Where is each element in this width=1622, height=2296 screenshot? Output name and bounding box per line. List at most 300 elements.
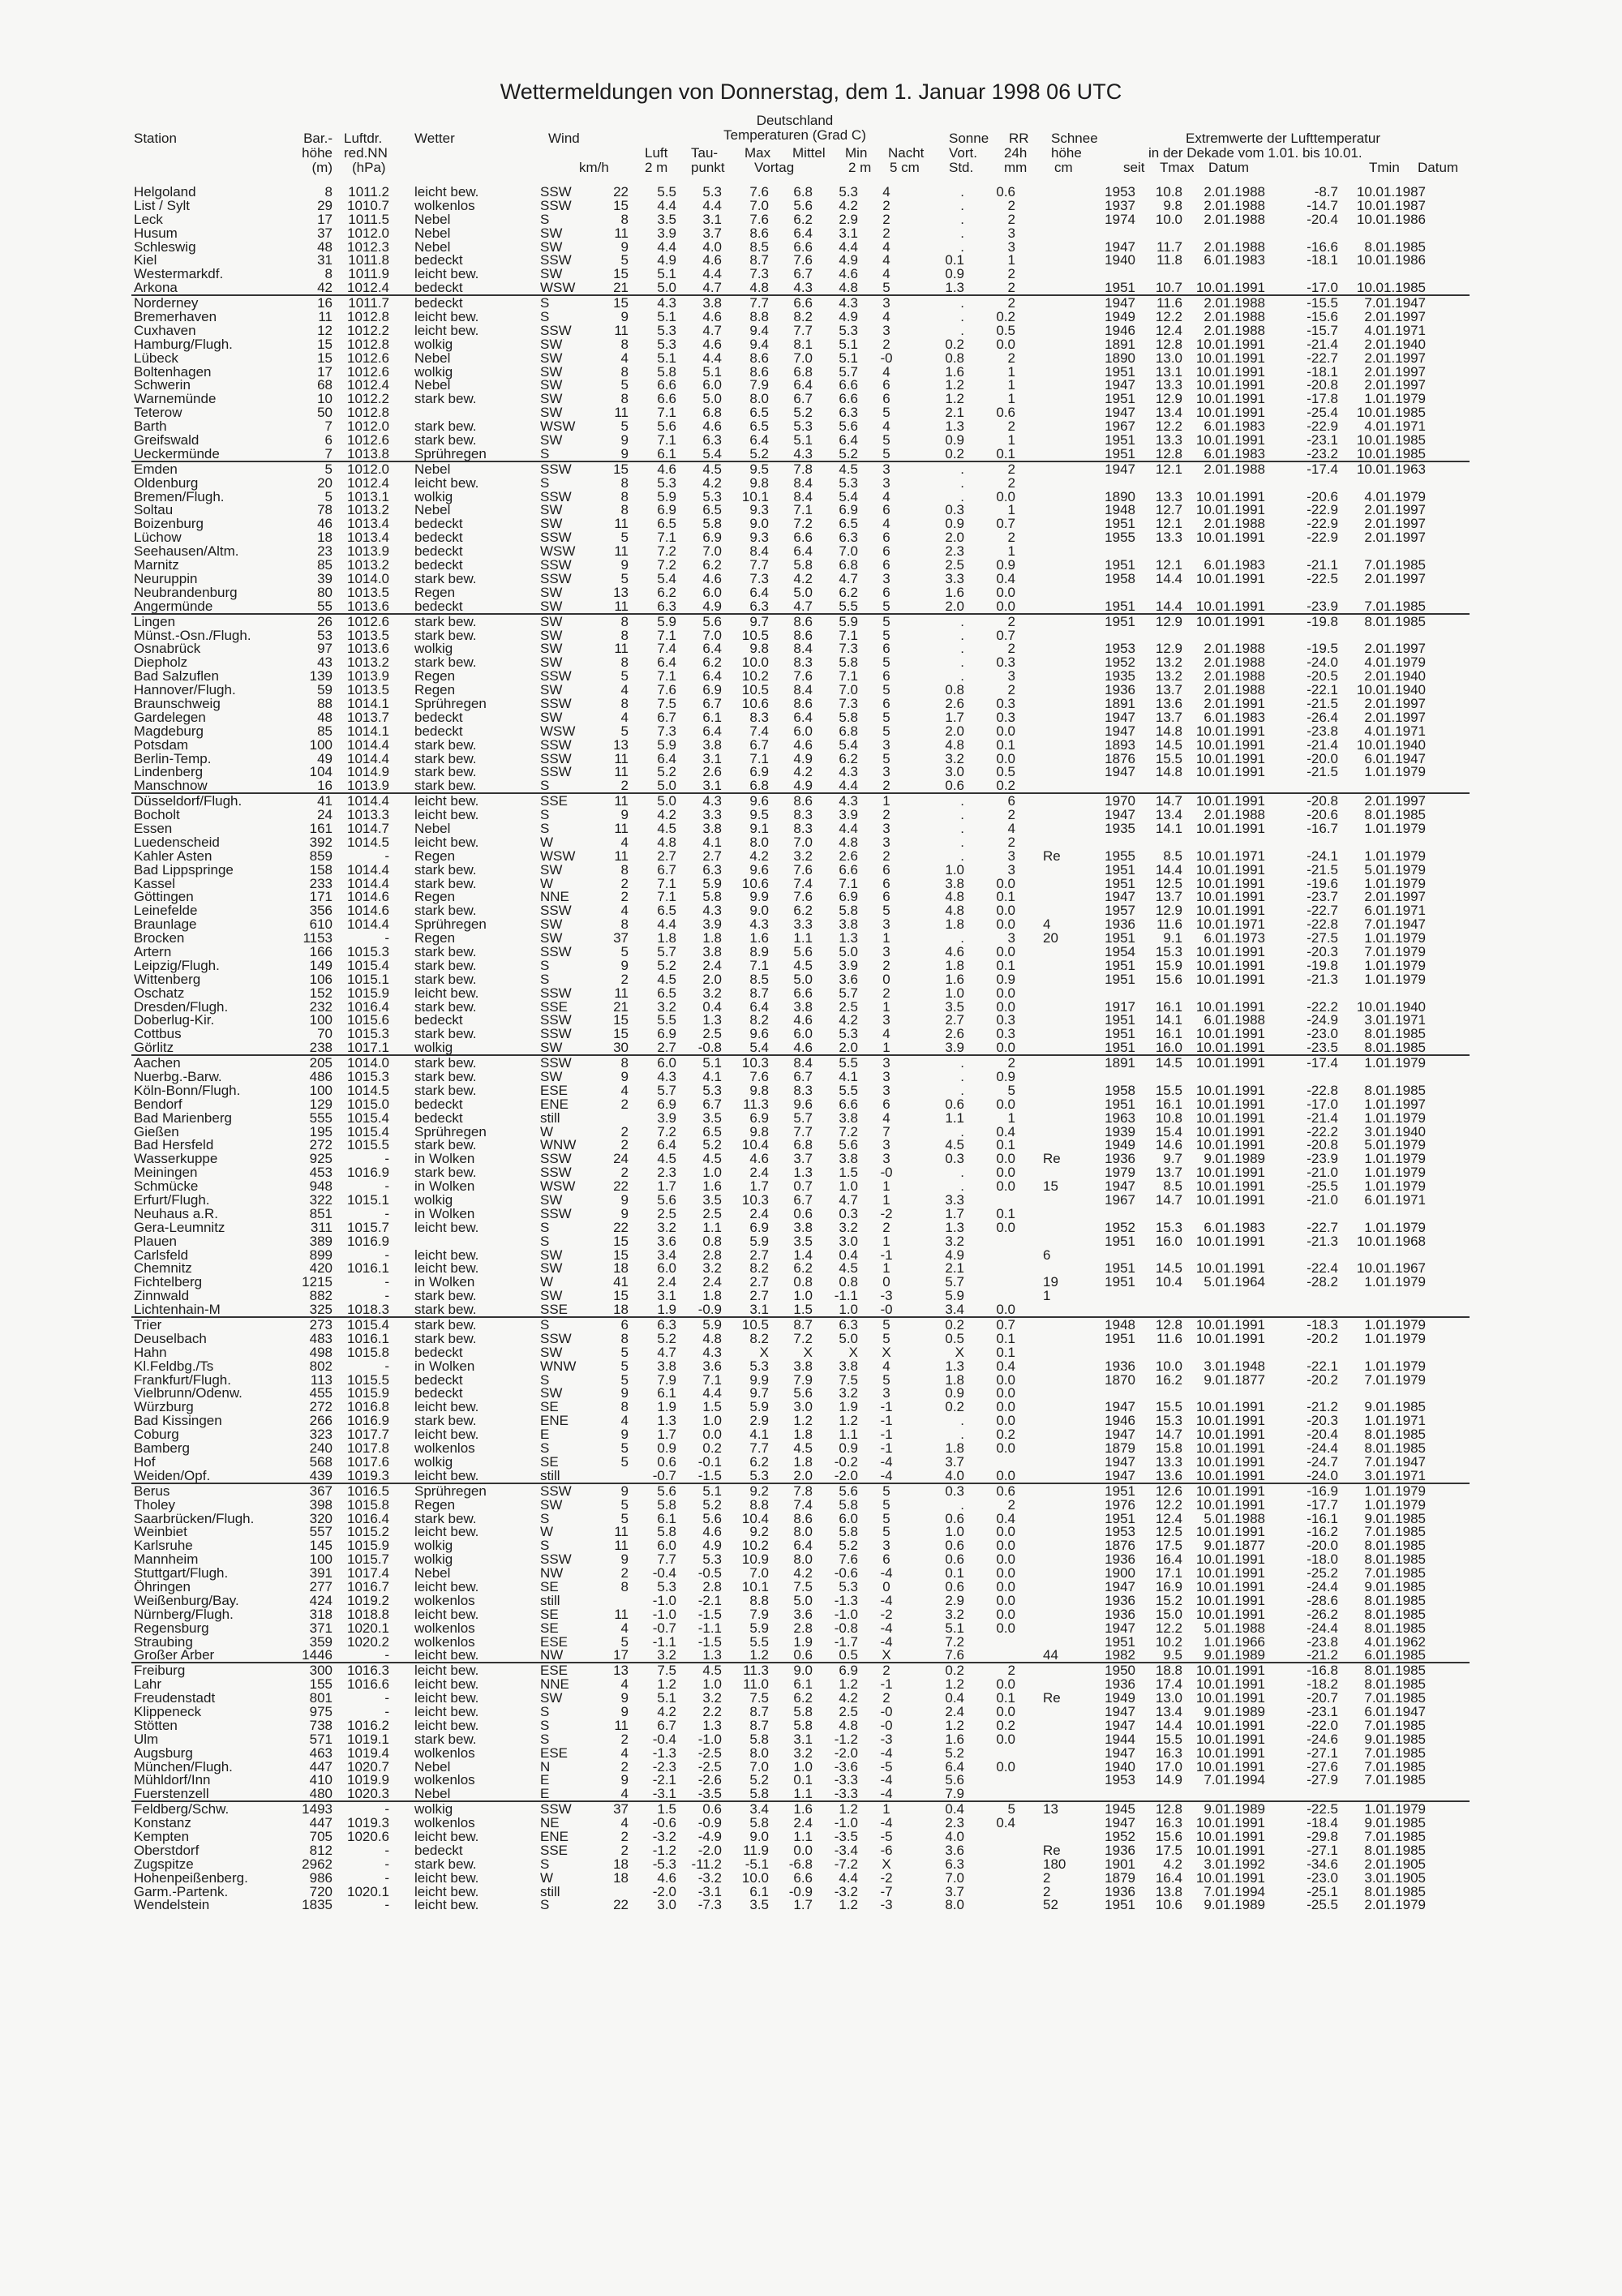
table-row (131, 1635, 1470, 1649)
cell-luftdruck: 1015.8 (347, 1344, 389, 1360)
cell-datum-min: 7.01.1985 (1364, 1828, 1426, 1844)
cell-luftdruck: 1013.2 (347, 654, 389, 671)
cell-datum-min: 2.01.1940 (1364, 336, 1426, 352)
cell-luftdruck: 1015.1 (347, 971, 389, 987)
table-row (131, 779, 1470, 792)
cell-luftdruck: 1013.5 (347, 627, 389, 643)
cell-wind-dir: NE (540, 1815, 560, 1831)
cell-datum-max: 10.01.1991 (1195, 1082, 1265, 1098)
cell-luftdruck: 1012.6 (347, 350, 389, 366)
cell-tmax: 13.1 (1155, 363, 1182, 380)
header-luft-2: 2 m (645, 160, 668, 175)
table-row (131, 752, 1470, 766)
cell-datum-max: 10.01.1991 (1195, 750, 1265, 766)
cell-wetter: Nebel (414, 1786, 451, 1802)
cell-tmax: 16.3 (1155, 1815, 1182, 1831)
cell-max: 9.0 (749, 903, 769, 919)
cell-max: 5.5 (749, 1633, 769, 1650)
cell-taupunkt: -3.2 (697, 1869, 722, 1886)
table-row (131, 1607, 1470, 1621)
cell-bar-hoehe: 277 (309, 1578, 333, 1594)
cell-min: 2.6 (839, 848, 858, 864)
cell-nacht: 2 (882, 1690, 890, 1706)
cell-nacht: 5 (882, 1330, 890, 1346)
cell-nacht: 2 (882, 1663, 890, 1679)
cell-datum-max: 10.01.1991 (1195, 1869, 1265, 1886)
cell-wetter: Sprühregen (414, 916, 487, 933)
cell-wetter: wolkig (414, 336, 453, 352)
cell-datum-min: 4.01.1979 (1364, 488, 1426, 504)
cell-datum-min: 2.01.1997 (1364, 377, 1426, 393)
cell-max: 8.7 (749, 1703, 769, 1719)
cell-bar-hoehe: 802 (309, 1358, 333, 1374)
cell-taupunkt: 5.2 (702, 1137, 722, 1153)
cell-wetter: wolkig (414, 1551, 453, 1568)
cell-nacht: 6 (882, 861, 890, 878)
cell-sonne: 7.6 (945, 1647, 964, 1663)
cell-min: 5.3 (839, 474, 858, 491)
table-row (131, 1498, 1470, 1512)
cell-luftdruck: 1016.9 (347, 1413, 389, 1429)
cell-datum-min: 2.01.1940 (1364, 668, 1426, 685)
cell-nacht: 4 (882, 488, 890, 504)
table-row (131, 1760, 1470, 1774)
cell-datum-max: 10.01.1991 (1195, 1055, 1265, 1071)
cell-sonne: 4.8 (945, 736, 964, 753)
cell-wind-dir: S (540, 1233, 550, 1249)
cell-taupunkt: 6.8 (702, 405, 722, 421)
cell-bar-hoehe: 882 (309, 1288, 333, 1304)
cell-wind-dir: SW (540, 613, 563, 629)
cell-luft: 1.9 (657, 1302, 676, 1318)
cell-sonne: 4.8 (945, 903, 964, 919)
cell-wind-dir: SSE (540, 998, 569, 1015)
cell-wetter: stark bew. (414, 736, 477, 753)
cell-station: Manschnow (134, 778, 208, 794)
cell-datum-max: 10.01.1991 (1195, 1413, 1265, 1429)
cell-min: 6.2 (839, 584, 858, 600)
cell-bar-hoehe: 23 (317, 543, 333, 560)
cell-mittel: 1.9 (793, 1633, 813, 1650)
cell-min: 3.8 (839, 1358, 858, 1374)
cell-wind-dir: SSW (540, 530, 572, 546)
cell-max: 8.0 (749, 834, 769, 850)
cell-min: 1.1 (839, 1427, 858, 1443)
cell-wind-dir: S (540, 1440, 550, 1457)
table-row (131, 986, 1470, 1000)
cell-rr: 0.0 (996, 336, 1015, 352)
cell-wind-dir: SSW (540, 1026, 572, 1042)
cell-taupunkt: 3.1 (702, 211, 722, 227)
cell-taupunkt: -4.9 (697, 1828, 722, 1844)
cell-nacht: 4 (882, 1109, 890, 1126)
cell-wind-speed: 6 (620, 1317, 629, 1333)
cell-luftdruck: 1019.1 (347, 1731, 389, 1747)
cell-tmax: 11.6 (1156, 916, 1182, 933)
cell-datum-max: 3.01.1992 (1204, 1856, 1265, 1872)
cell-luft: 3.0 (657, 1897, 676, 1913)
cell-wind-speed: 4 (620, 1786, 629, 1802)
cell-wind-dir: SW (540, 1385, 563, 1401)
table-row (131, 462, 1470, 476)
cell-wetter: leicht bew. (414, 184, 479, 200)
cell-wind-speed: 21 (613, 280, 629, 296)
header-5cm: 5 cm (890, 160, 920, 175)
cell-mittel: 1.8 (793, 1453, 813, 1470)
cell-taupunkt: 3.5 (702, 1109, 722, 1126)
cell-luftdruck: 1012.4 (347, 280, 389, 296)
cell-wind-speed: 11 (614, 322, 629, 338)
cell-mittel: 7.7 (793, 1123, 813, 1139)
cell-taupunkt: 4.4 (702, 350, 722, 366)
table-row (131, 1719, 1470, 1732)
cell-mittel: 3.8 (793, 1358, 813, 1374)
cell-wind-dir: S (540, 1856, 550, 1872)
cell-mittel: 7.8 (793, 1483, 813, 1499)
cell-rr: 0.2 (996, 1717, 1015, 1733)
cell-wind-speed: 15 (613, 197, 629, 213)
cell-mittel: 6.2 (793, 903, 813, 919)
cell-luft: 7.1 (657, 668, 676, 685)
cell-station: Marnitz (134, 557, 179, 573)
cell-max: 8.6 (749, 363, 769, 380)
cell-taupunkt: 4.2 (702, 474, 722, 491)
cell-max: 10.6 (741, 695, 769, 711)
cell-taupunkt: 0.2 (702, 1440, 722, 1457)
cell-rr: 0.1 (996, 1137, 1015, 1153)
cell-sonne: 1.8 (945, 1371, 964, 1388)
cell-wetter: leicht bew. (414, 1399, 479, 1415)
cell-station: Freiburg (134, 1663, 186, 1679)
cell-seit: 1947 (1105, 807, 1135, 823)
cell-tmin: -22.7 (1307, 903, 1338, 919)
cell-wind-speed: 22 (613, 1219, 629, 1235)
cell-mittel: 6.8 (793, 363, 813, 380)
cell-station: Westermarkdf. (134, 266, 224, 282)
cell-wind-dir: SW (540, 391, 563, 407)
cell-station: Deuselbach (134, 1330, 207, 1346)
cell-rr: 0.0 (996, 1524, 1015, 1540)
cell-taupunkt: 3.7 (702, 225, 722, 241)
cell-tmin: -17.0 (1307, 280, 1338, 296)
cell-taupunkt: 4.0 (702, 238, 722, 255)
header-taupunkt-2: punkt (691, 160, 725, 175)
cell-datum-min: 8.01.1985 (1364, 1883, 1426, 1899)
cell-wind-dir: SSE (540, 1842, 569, 1858)
cell-datum-min: 10.01.1940 (1356, 998, 1426, 1015)
cell-luft: 4.8 (657, 834, 676, 850)
cell-datum-max: 9.01.1989 (1204, 1897, 1265, 1913)
cell-station: Meiningen (134, 1165, 198, 1181)
cell-rr: 0.4 (996, 1358, 1015, 1374)
cell-mittel: 3.7 (793, 1151, 813, 1167)
cell-tmax: 13.2 (1155, 654, 1182, 671)
cell-luftdruck: - (384, 1801, 389, 1817)
cell-bar-hoehe: 55 (317, 598, 333, 614)
cell-luft: 6.9 (657, 1096, 676, 1112)
cell-seit: 1982 (1105, 1647, 1135, 1663)
cell-wind-dir: still (540, 1109, 560, 1126)
cell-sonne: 1.0 (945, 985, 964, 1001)
cell-luftdruck: - (384, 1151, 389, 1167)
cell-luftdruck: 1014.1 (347, 723, 389, 739)
table-row (131, 1138, 1470, 1152)
cell-min: -1.0 (834, 1606, 858, 1622)
cell-luftdruck: 1013.5 (347, 682, 389, 698)
cell-luftdruck: 1015.8 (347, 1496, 389, 1513)
cell-wind-speed: 11 (614, 1606, 629, 1622)
cell-rr: 1 (1007, 502, 1015, 518)
table-row (131, 1469, 1470, 1483)
cell-rr: 0.9 (996, 1069, 1015, 1084)
cell-sonne: 4.5 (945, 1137, 964, 1153)
cell-wind-speed: 4 (620, 350, 629, 366)
cell-datum-max: 2.01.1988 (1204, 238, 1265, 255)
cell-tmin: -34.6 (1307, 1856, 1338, 1872)
table-row (131, 1275, 1470, 1289)
cell-min: 2.9 (839, 211, 858, 227)
cell-wetter: stark bew. (414, 1288, 477, 1304)
cell-luft: 4.7 (657, 1344, 676, 1360)
cell-min: 4.8 (839, 1717, 858, 1733)
header-wind: Wind (548, 131, 580, 146)
cell-rr: 0.0 (996, 1385, 1015, 1401)
cell-wind-dir: S (540, 807, 550, 823)
cell-bar-hoehe: 70 (317, 1026, 333, 1042)
cell-mittel: 7.6 (793, 861, 813, 878)
cell-datum-max: 10.01.1991 (1195, 1192, 1265, 1208)
cell-nacht: -1 (880, 1676, 893, 1693)
cell-sonne: 0.6 (945, 1096, 964, 1112)
cell-luftdruck: 1016.9 (347, 1233, 389, 1249)
cell-tmin: -27.5 (1307, 930, 1338, 946)
cell-sonne: . (960, 641, 964, 657)
cell-wetter: stark bew. (414, 861, 477, 878)
cell-max: 9.6 (749, 1026, 769, 1042)
cell-station: Cottbus (134, 1026, 182, 1042)
cell-bar-hoehe: 42 (317, 280, 333, 296)
cell-sonne: 0.3 (945, 1483, 964, 1499)
table-row (131, 1580, 1470, 1594)
cell-tmax: 16.9 (1155, 1578, 1182, 1594)
cell-nacht: 1 (882, 793, 890, 809)
cell-datum-min: 2.01.1997 (1364, 350, 1426, 366)
cell-max: 7.9 (749, 1606, 769, 1622)
table-row (131, 959, 1470, 972)
cell-max: 8.0 (749, 391, 769, 407)
cell-tmin: -25.2 (1307, 1565, 1338, 1581)
cell-datum-max: 1.01.1966 (1204, 1633, 1265, 1650)
cell-bar-hoehe: 483 (309, 1330, 333, 1346)
cell-datum-max: 10.01.1991 (1195, 1467, 1265, 1483)
table-row (131, 392, 1470, 406)
cell-wind-speed: 8 (620, 336, 629, 352)
cell-tmin: -18.4 (1307, 1815, 1338, 1831)
cell-wetter: stark bew. (414, 943, 477, 959)
cell-station: Nürnberg/Flugh. (134, 1606, 234, 1622)
cell-tmax: 14.4 (1155, 570, 1182, 586)
cell-rr: 2 (1007, 682, 1015, 698)
cell-luftdruck: 1014.5 (347, 834, 389, 850)
cell-taupunkt: 6.5 (702, 1123, 722, 1139)
cell-wetter: Sprühregen (414, 1123, 487, 1139)
cell-datum-max: 2.01.1988 (1204, 461, 1265, 477)
cell-wind-speed: 2 (620, 1165, 629, 1181)
cell-station: Potsdam (134, 736, 189, 753)
table-row (131, 199, 1470, 212)
cell-sonne: 1.3 (945, 1219, 964, 1235)
cell-bar-hoehe: 1835 (302, 1897, 333, 1913)
cell-wind-dir: ESE (540, 1745, 569, 1761)
table-row (131, 544, 1470, 558)
cell-wetter: bedeckt (414, 1842, 463, 1858)
cell-datum-min: 1.01.1997 (1364, 1096, 1426, 1112)
cell-max: -5.1 (744, 1856, 769, 1872)
cell-mittel: 6.4 (793, 543, 813, 560)
cell-min: 6.3 (839, 1317, 858, 1333)
cell-datum-min: 1.01.1979 (1364, 1219, 1426, 1235)
cell-max: 1.6 (749, 930, 769, 946)
cell-wetter: stark bew. (414, 1069, 477, 1084)
cell-tmax: 10.0 (1155, 211, 1182, 227)
cell-luftdruck: 1014.4 (347, 750, 389, 766)
cell-max: 9.6 (749, 861, 769, 878)
cell-max: 10.1 (741, 1578, 769, 1594)
cell-taupunkt: 2.2 (702, 1703, 722, 1719)
cell-datum-max: 2.01.1988 (1204, 654, 1265, 671)
cell-sonne: 2.1 (945, 1260, 964, 1277)
cell-min: 5.6 (839, 1137, 858, 1153)
cell-wetter: wolkig (414, 641, 453, 657)
cell-wind-dir: SW (540, 641, 563, 657)
cell-wetter: leicht bew. (414, 1717, 479, 1733)
cell-wetter: stark bew. (414, 1510, 477, 1526)
cell-wind-dir: SW (540, 266, 563, 282)
cell-sonne: 0.6 (945, 1551, 964, 1568)
cell-rr: 0.6 (996, 1483, 1015, 1499)
cell-rr: 0.0 (996, 1676, 1015, 1693)
header-datum-max: Datum (1208, 160, 1250, 175)
cell-tmin: -20.6 (1307, 807, 1338, 823)
cell-wind-dir: SSW (540, 461, 572, 477)
cell-sonne: 1.6 (945, 584, 964, 600)
cell-wetter: leicht bew. (414, 807, 479, 823)
cell-mittel: 7.0 (793, 350, 813, 366)
cell-station: Osnabrück (134, 641, 201, 657)
cell-datum-max: 10.01.1991 (1195, 1758, 1265, 1775)
cell-station: Zugspitze (134, 1856, 194, 1872)
table-row (131, 1111, 1470, 1125)
cell-tmax: 14.7 (1155, 1192, 1182, 1208)
cell-tmin: -24.9 (1307, 1012, 1338, 1028)
cell-luft: 5.9 (657, 736, 676, 753)
cell-station: List / Sylt (134, 197, 190, 213)
cell-mittel: 7.4 (793, 1496, 813, 1513)
cell-rr: 0.0 (996, 1302, 1015, 1318)
table-row (131, 1539, 1470, 1552)
cell-datum-max: 6.01.1983 (1204, 252, 1265, 268)
cell-max: 8.9 (749, 943, 769, 959)
cell-schnee: 6 (1043, 1247, 1051, 1263)
cell-seit: 1952 (1105, 1828, 1135, 1844)
cell-sonne: 1.0 (945, 861, 964, 878)
cell-mittel: 4.2 (793, 570, 813, 586)
cell-luftdruck: 1019.4 (347, 1745, 389, 1761)
cell-tmax: 14.4 (1155, 861, 1182, 878)
cell-tmax: 14.1 (1155, 820, 1182, 836)
cell-wind-dir: SSW (540, 1330, 572, 1346)
cell-min: 5.8 (839, 654, 858, 671)
cell-seit: 1947 (1105, 1578, 1135, 1594)
cell-station: Regensburg (134, 1620, 209, 1636)
cell-wind-dir: SW (540, 336, 563, 352)
cell-seit: 1974 (1105, 211, 1135, 227)
cell-luft: 7.1 (657, 875, 676, 891)
cell-seit: 1954 (1105, 943, 1135, 959)
cell-wind-speed: 4 (620, 1082, 629, 1098)
cell-station: Norderney (134, 295, 199, 311)
cell-tmax: 13.8 (1155, 1883, 1182, 1899)
cell-tmin: -25.5 (1307, 1178, 1338, 1195)
cell-mittel: 4.7 (793, 598, 813, 614)
cell-mittel: 6.4 (793, 1538, 813, 1554)
cell-seit: 1935 (1105, 668, 1135, 685)
cell-mittel: 3.0 (793, 1399, 813, 1415)
cell-sonne: 0.1 (945, 1565, 964, 1581)
cell-sonne: 0.6 (945, 1510, 964, 1526)
cell-luftdruck: - (384, 1647, 389, 1663)
cell-datum-max: 10.01.1991 (1195, 1842, 1265, 1858)
cell-sonne: 1.7 (945, 1205, 964, 1221)
cell-min: -0.2 (834, 1453, 858, 1470)
cell-datum-min: 1.01.1979 (1364, 1358, 1426, 1374)
cell-bar-hoehe: 455 (309, 1385, 333, 1401)
cell-seit: 1947 (1105, 1427, 1135, 1443)
cell-luft: 3.8 (657, 1358, 676, 1374)
cell-wind-speed: 18 (613, 1856, 629, 1872)
cell-sonne: 1.1 (945, 1109, 964, 1126)
cell-tmax: 16.1 (1155, 1026, 1182, 1042)
cell-station: Boltenhagen (134, 363, 212, 380)
cell-luft: 1.5 (657, 1801, 676, 1817)
cell-max: 2.4 (749, 1165, 769, 1181)
cell-wetter: Nebel (414, 1565, 451, 1581)
cell-sonne: 3.2 (945, 1233, 964, 1249)
cell-station: Husum (134, 225, 178, 241)
cell-max: 5.9 (749, 1620, 769, 1636)
cell-luft: 5.8 (657, 363, 676, 380)
cell-taupunkt: 5.6 (702, 613, 722, 629)
cell-mittel: 6.0 (793, 723, 813, 739)
cell-wind-dir: NW (540, 1647, 564, 1663)
cell-taupunkt: 3.8 (702, 295, 722, 311)
table-row (131, 1857, 1470, 1871)
cell-luft: 5.1 (657, 350, 676, 366)
cell-sonne: . (960, 613, 964, 629)
cell-wind-speed: 24 (613, 1151, 629, 1167)
cell-sonne: 0.6 (945, 778, 964, 794)
cell-nacht: 5 (882, 1510, 890, 1526)
header-taupunkt-1: Tau- (691, 145, 719, 161)
cell-wind-dir: S (540, 1703, 550, 1719)
cell-nacht: 5 (882, 613, 890, 629)
cell-tmax: 18.8 (1155, 1663, 1182, 1679)
cell-max: 5.8 (749, 1815, 769, 1831)
cell-luftdruck: 1014.5 (347, 1082, 389, 1098)
cell-luftdruck: 1020.7 (347, 1758, 389, 1775)
cell-seit: 1893 (1105, 736, 1135, 753)
cell-luft: 3.2 (657, 1647, 676, 1663)
